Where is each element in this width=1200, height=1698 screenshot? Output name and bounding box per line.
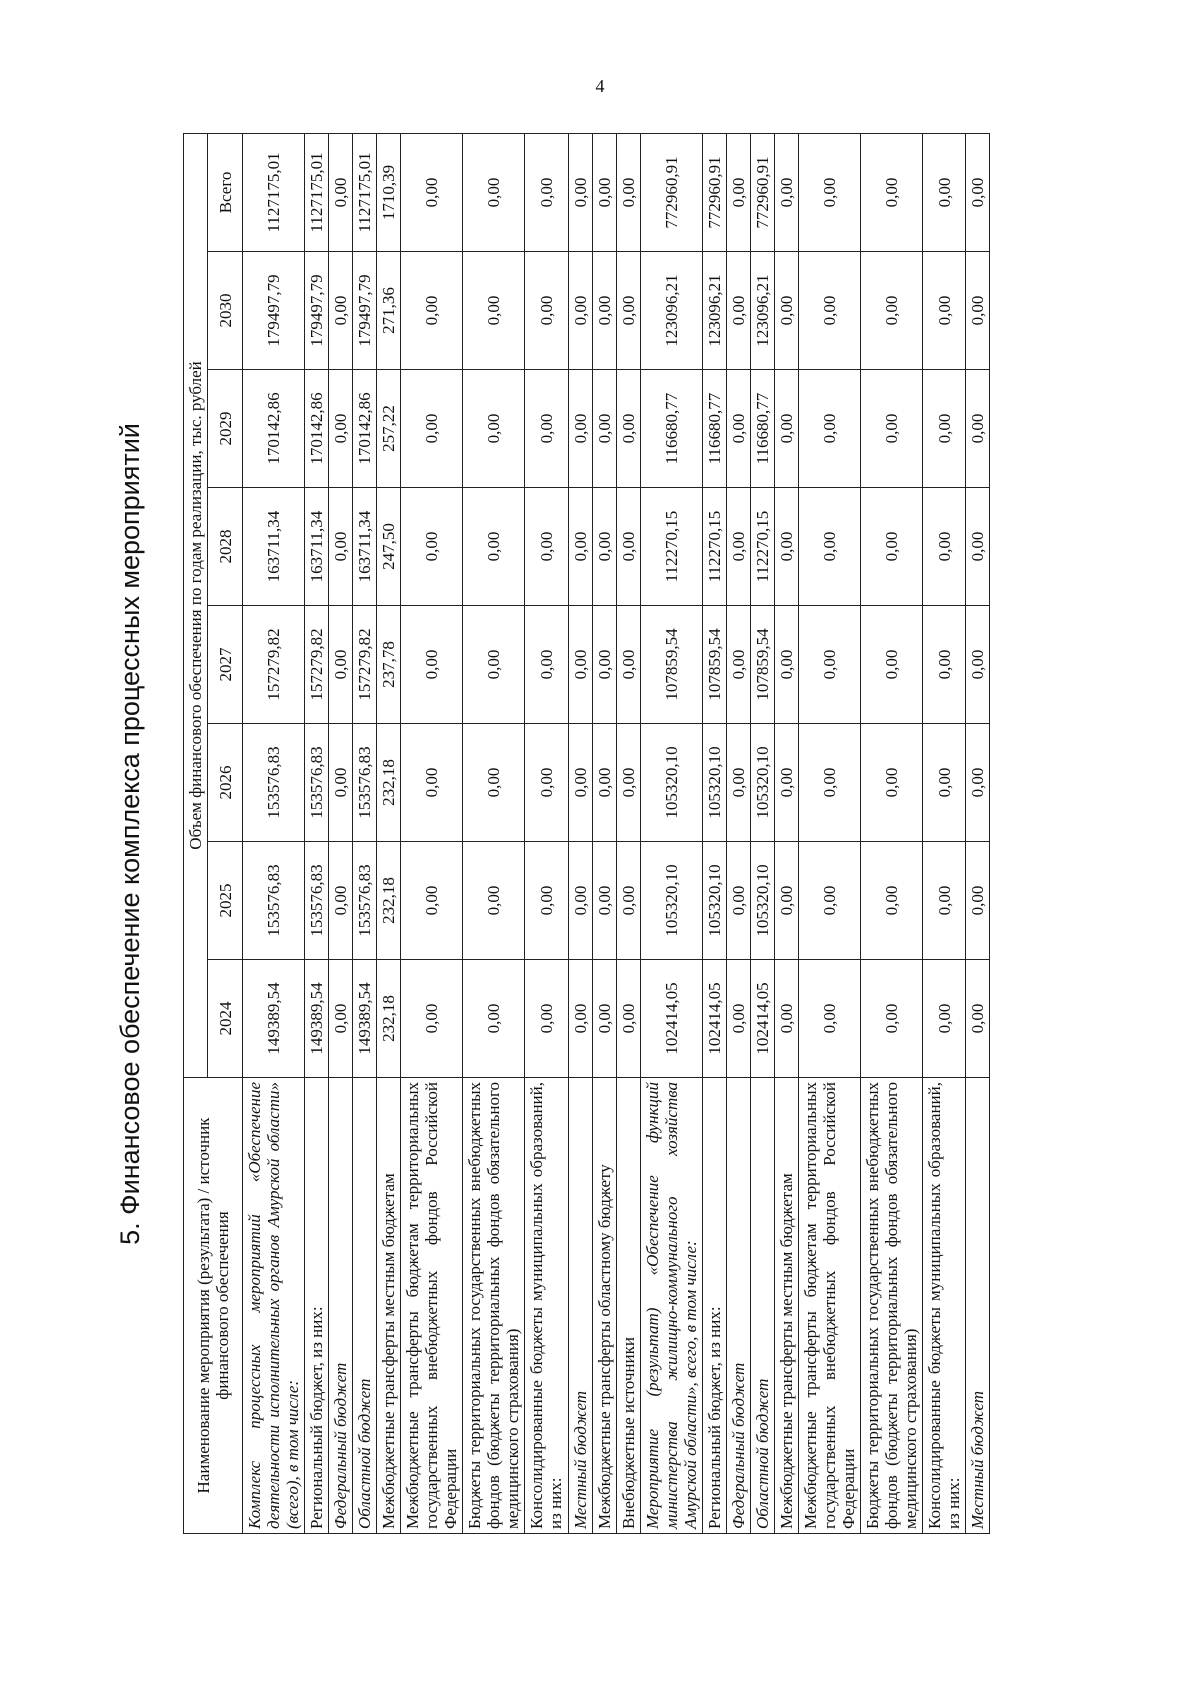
value-cell: 232,18	[377, 724, 401, 842]
value-cell: 0,00	[923, 842, 966, 960]
row-label: Межбюджетные трансферты местным бюджетам	[377, 1078, 401, 1534]
value-cell: 107859,54	[640, 606, 702, 724]
value-cell: 0,00	[616, 960, 640, 1078]
value-cell: 0,00	[329, 606, 353, 724]
value-cell: 163711,34	[243, 488, 305, 606]
table-row	[702, 133, 726, 1533]
financing-table	[183, 133, 990, 1534]
value-cell: 0,00	[774, 606, 798, 724]
value-cell: 0,00	[966, 842, 990, 960]
row-label: Региональный бюджет, из них:	[305, 1078, 329, 1534]
value-cell: 0,00	[616, 252, 640, 370]
value-cell: 0,00	[329, 724, 353, 842]
value-cell: 0,00	[860, 960, 922, 1078]
value-cell: 0,00	[463, 724, 525, 842]
value-cell: 0,00	[798, 960, 860, 1078]
value-cell: 179497,79	[243, 252, 305, 370]
value-cell: 0,00	[860, 133, 922, 251]
value-cell: 0,00	[726, 370, 750, 488]
year-header: 2025	[208, 842, 243, 960]
row-label: Областной бюджет	[353, 1078, 377, 1534]
value-cell: 0,00	[525, 724, 568, 842]
value-cell: 0,00	[966, 488, 990, 606]
value-cell: 0,00	[798, 252, 860, 370]
value-cell: 0,00	[726, 606, 750, 724]
table-row	[377, 133, 401, 1533]
value-cell: 0,00	[616, 133, 640, 251]
row-label: Комплекс процессных мероприятий «Обеспечение деятельности исполнительных органов Амурской области» (всего), в том числе:	[243, 1078, 305, 1534]
value-cell: 105320,10	[640, 724, 702, 842]
row-label: Межбюджетные трансферты бюджетам территориальных государственных внебюджетных фондов Российской Федерации	[798, 1078, 860, 1534]
value-cell: 0,00	[568, 370, 592, 488]
value-cell: 0,00	[616, 488, 640, 606]
table-row	[463, 133, 525, 1533]
value-cell: 170142,86	[305, 370, 329, 488]
value-cell: 0,00	[726, 133, 750, 251]
value-cell: 0,00	[592, 724, 616, 842]
row-label: Местный бюджет	[966, 1078, 990, 1534]
value-cell: 0,00	[592, 252, 616, 370]
value-cell: 157279,82	[243, 606, 305, 724]
value-cell: 0,00	[401, 370, 463, 488]
table-row	[860, 133, 922, 1533]
value-cell: 0,00	[568, 606, 592, 724]
row-label: Консолидированные бюджеты муниципальных образований, из них:	[923, 1078, 966, 1534]
value-cell: 0,00	[463, 960, 525, 1078]
value-cell: 772960,91	[702, 133, 726, 251]
table-row	[243, 133, 305, 1533]
value-cell: 123096,21	[702, 252, 726, 370]
value-cell: 157279,82	[305, 606, 329, 724]
value-cell: 232,18	[377, 842, 401, 960]
row-label: Мероприятие (результат) «Обеспечение функций министерства жилищно-коммунального хозяйства Амурской области», всего, в том числе:	[640, 1078, 702, 1534]
value-cell: 0,00	[774, 842, 798, 960]
table-row	[726, 133, 750, 1533]
value-cell: 0,00	[798, 842, 860, 960]
value-cell: 0,00	[774, 133, 798, 251]
column-header-volume: Объем финансового обеспечения по годам реализации, тыс. рублей	[184, 133, 208, 1077]
year-header: 2024	[208, 960, 243, 1078]
value-cell: 0,00	[923, 252, 966, 370]
value-cell: 112270,15	[750, 488, 774, 606]
value-cell: 0,00	[592, 606, 616, 724]
header-row	[184, 133, 208, 1533]
section-title: 5. Финансовое обеспечение комплекса процессных мероприятий	[115, 423, 145, 1245]
year-header: 2030	[208, 252, 243, 370]
value-cell: 179497,79	[305, 252, 329, 370]
value-cell: 123096,21	[750, 252, 774, 370]
value-cell: 105320,10	[750, 842, 774, 960]
table-row	[774, 133, 798, 1533]
rotated-page-content	[115, 124, 1145, 1544]
value-cell: 0,00	[726, 488, 750, 606]
table-row	[750, 133, 774, 1533]
year-header: 2028	[208, 488, 243, 606]
value-cell: 0,00	[860, 606, 922, 724]
value-cell: 0,00	[860, 842, 922, 960]
value-cell: 0,00	[568, 724, 592, 842]
value-cell: 0,00	[463, 252, 525, 370]
value-cell: 0,00	[463, 488, 525, 606]
row-label: Внебюджетные источники	[616, 1078, 640, 1534]
table-row	[401, 133, 463, 1533]
row-label: Областной бюджет	[750, 1078, 774, 1534]
value-cell: 0,00	[401, 488, 463, 606]
value-cell: 0,00	[923, 133, 966, 251]
value-cell: 153576,83	[305, 724, 329, 842]
value-cell: 0,00	[401, 724, 463, 842]
value-cell: 157279,82	[353, 606, 377, 724]
value-cell: 0,00	[798, 606, 860, 724]
table-row	[640, 133, 702, 1533]
value-cell: 0,00	[401, 606, 463, 724]
value-cell: 0,00	[329, 960, 353, 1078]
value-cell: 116680,77	[640, 370, 702, 488]
value-cell: 0,00	[525, 606, 568, 724]
value-cell: 0,00	[525, 252, 568, 370]
value-cell: 0,00	[592, 842, 616, 960]
value-cell: 105320,10	[702, 724, 726, 842]
value-cell: 0,00	[401, 960, 463, 1078]
value-cell: 0,00	[463, 133, 525, 251]
value-cell: 0,00	[525, 133, 568, 251]
value-cell: 0,00	[568, 488, 592, 606]
value-cell: 257,22	[377, 370, 401, 488]
row-label: Местный бюджет	[568, 1078, 592, 1534]
value-cell: 105320,10	[750, 724, 774, 842]
page-number: 4	[595, 76, 605, 96]
value-cell: 0,00	[525, 488, 568, 606]
value-cell: 0,00	[401, 133, 463, 251]
value-cell: 247,50	[377, 488, 401, 606]
value-cell: 116680,77	[750, 370, 774, 488]
value-cell: 102414,05	[702, 960, 726, 1078]
year-header: Всего	[208, 133, 243, 251]
table-row	[616, 133, 640, 1533]
value-cell: 0,00	[616, 370, 640, 488]
table-row	[568, 133, 592, 1533]
row-label: Федеральный бюджет	[329, 1078, 353, 1534]
value-cell: 153576,83	[243, 842, 305, 960]
value-cell: 0,00	[329, 488, 353, 606]
value-cell: 0,00	[923, 606, 966, 724]
value-cell: 0,00	[860, 724, 922, 842]
value-cell: 0,00	[726, 842, 750, 960]
table-row	[798, 133, 860, 1533]
value-cell: 0,00	[592, 370, 616, 488]
value-cell: 0,00	[798, 133, 860, 251]
value-cell: 0,00	[329, 842, 353, 960]
value-cell: 0,00	[923, 488, 966, 606]
value-cell: 0,00	[726, 252, 750, 370]
value-cell: 0,00	[923, 724, 966, 842]
value-cell: 107859,54	[750, 606, 774, 724]
value-cell: 0,00	[568, 842, 592, 960]
value-cell: 170142,86	[243, 370, 305, 488]
value-cell: 153576,83	[353, 724, 377, 842]
value-cell: 0,00	[592, 488, 616, 606]
table-row	[966, 133, 990, 1533]
table-row	[329, 133, 353, 1533]
value-cell: 153576,83	[353, 842, 377, 960]
value-cell: 0,00	[329, 133, 353, 251]
table-row	[305, 133, 329, 1533]
value-cell: 0,00	[966, 133, 990, 251]
row-label: Межбюджетные трансферты областному бюджету	[592, 1078, 616, 1534]
value-cell: 107859,54	[702, 606, 726, 724]
value-cell: 772960,91	[640, 133, 702, 251]
value-cell: 0,00	[463, 606, 525, 724]
table-row	[923, 133, 966, 1533]
value-cell: 123096,21	[640, 252, 702, 370]
value-cell: 0,00	[860, 370, 922, 488]
value-cell: 0,00	[966, 252, 990, 370]
table-row	[525, 133, 568, 1533]
value-cell: 179497,79	[353, 252, 377, 370]
value-cell: 0,00	[966, 370, 990, 488]
row-label: Бюджеты территориальных государственных внебюджетных фондов (бюджеты территориальных фондов обязательного медицинского страхования)	[860, 1078, 922, 1534]
value-cell: 170142,86	[353, 370, 377, 488]
value-cell: 105320,10	[702, 842, 726, 960]
value-cell: 0,00	[463, 842, 525, 960]
value-cell: 0,00	[592, 133, 616, 251]
year-header: 2026	[208, 724, 243, 842]
value-cell: 0,00	[726, 960, 750, 1078]
value-cell: 0,00	[966, 724, 990, 842]
value-cell: 105320,10	[640, 842, 702, 960]
value-cell: 153576,83	[305, 842, 329, 960]
value-cell: 271,36	[377, 252, 401, 370]
value-cell: 0,00	[463, 370, 525, 488]
value-cell: 102414,05	[750, 960, 774, 1078]
value-cell: 0,00	[774, 488, 798, 606]
value-cell: 0,00	[966, 606, 990, 724]
value-cell: 0,00	[798, 488, 860, 606]
value-cell: 0,00	[525, 842, 568, 960]
value-cell: 1127175,01	[243, 133, 305, 251]
row-label: Федеральный бюджет	[726, 1078, 750, 1534]
value-cell: 0,00	[966, 960, 990, 1078]
value-cell: 0,00	[568, 133, 592, 251]
value-cell: 112270,15	[702, 488, 726, 606]
value-cell: 772960,91	[750, 133, 774, 251]
value-cell: 0,00	[329, 252, 353, 370]
row-label: Региональный бюджет, из них:	[702, 1078, 726, 1534]
value-cell: 0,00	[329, 370, 353, 488]
table-body	[243, 133, 990, 1533]
value-cell: 0,00	[726, 724, 750, 842]
value-cell: 1127175,01	[353, 133, 377, 251]
value-cell: 0,00	[774, 252, 798, 370]
value-cell: 0,00	[592, 960, 616, 1078]
value-cell: 0,00	[774, 960, 798, 1078]
value-cell: 0,00	[860, 488, 922, 606]
value-cell: 0,00	[774, 724, 798, 842]
value-cell: 0,00	[616, 842, 640, 960]
value-cell: 0,00	[568, 960, 592, 1078]
value-cell: 153576,83	[243, 724, 305, 842]
row-label: Межбюджетные трансферты бюджетам территориальных государственных внебюджетных фондов Российской Федерации	[401, 1078, 463, 1534]
value-cell: 1710,39	[377, 133, 401, 251]
table-row	[592, 133, 616, 1533]
value-cell: 0,00	[860, 252, 922, 370]
value-cell: 232,18	[377, 960, 401, 1078]
value-cell: 0,00	[525, 370, 568, 488]
value-cell: 149389,54	[353, 960, 377, 1078]
value-cell: 163711,34	[353, 488, 377, 606]
value-cell: 0,00	[401, 252, 463, 370]
value-cell: 149389,54	[305, 960, 329, 1078]
value-cell: 116680,77	[702, 370, 726, 488]
value-cell: 0,00	[401, 842, 463, 960]
row-label: Бюджеты территориальных государственных внебюджетных фондов (бюджеты территориальных фондов обязательного медицинского страхования)	[463, 1078, 525, 1534]
value-cell: 1127175,01	[305, 133, 329, 251]
value-cell: 0,00	[616, 606, 640, 724]
column-header-name: Наименование мероприятия (результата) / источник финансового обеспечения	[184, 1078, 243, 1534]
value-cell: 0,00	[616, 724, 640, 842]
value-cell: 0,00	[774, 370, 798, 488]
value-cell: 0,00	[923, 960, 966, 1078]
year-header: 2029	[208, 370, 243, 488]
year-header: 2027	[208, 606, 243, 724]
value-cell: 0,00	[525, 960, 568, 1078]
row-label: Консолидированные бюджеты муниципальных образований, из них:	[525, 1078, 568, 1534]
value-cell: 163711,34	[305, 488, 329, 606]
value-cell: 0,00	[798, 724, 860, 842]
row-label: Межбюджетные трансферты местным бюджетам	[774, 1078, 798, 1534]
table-row	[353, 133, 377, 1533]
value-cell: 0,00	[798, 370, 860, 488]
value-cell: 149389,54	[243, 960, 305, 1078]
value-cell: 0,00	[568, 252, 592, 370]
value-cell: 102414,05	[640, 960, 702, 1078]
value-cell: 0,00	[923, 370, 966, 488]
value-cell: 112270,15	[640, 488, 702, 606]
value-cell: 237,78	[377, 606, 401, 724]
